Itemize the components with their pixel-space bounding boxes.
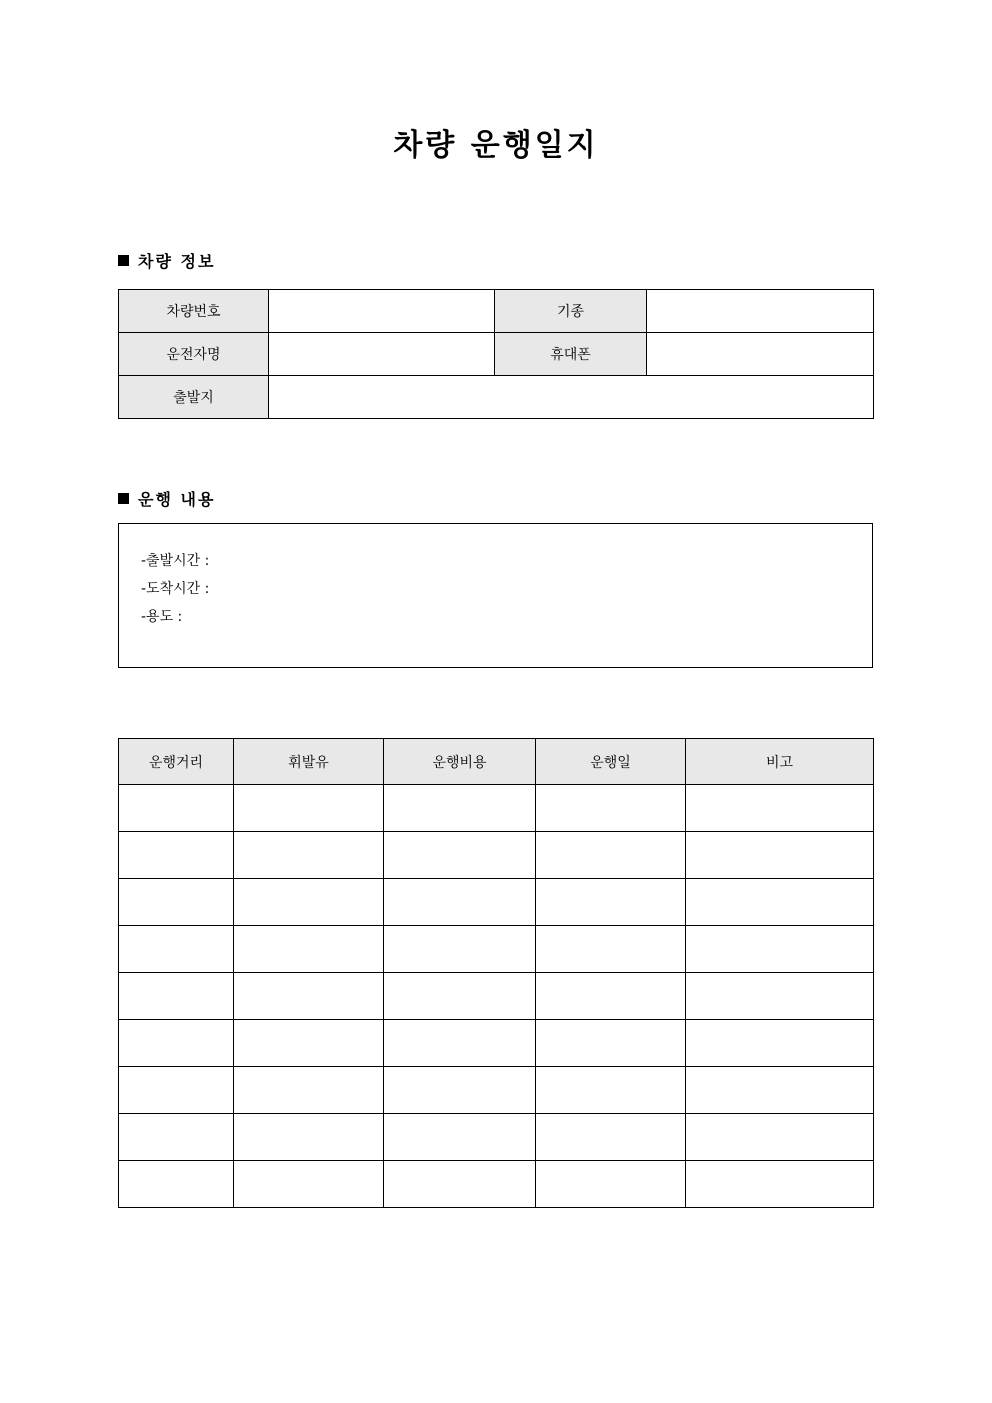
- filled-square-icon: [118, 255, 129, 266]
- cell-cost[interactable]: [384, 973, 536, 1020]
- cell-cost[interactable]: [384, 926, 536, 973]
- field-mobile-phone[interactable]: [647, 333, 874, 376]
- cell-distance[interactable]: [119, 973, 234, 1020]
- cell-gasoline[interactable]: [234, 832, 384, 879]
- table-row: [119, 1067, 874, 1114]
- page-title: 차량 운행일지: [393, 128, 599, 163]
- column-header-cost: 운행비용: [384, 739, 536, 785]
- cell-cost[interactable]: [384, 832, 536, 879]
- drive-detail-arrival-time: -도착시간 :: [141, 581, 210, 597]
- table-row: [119, 879, 874, 926]
- cell-cost[interactable]: [384, 785, 536, 832]
- column-header-remarks: 비고: [686, 739, 874, 785]
- cell-date[interactable]: [536, 832, 686, 879]
- cell-remarks[interactable]: [686, 1020, 874, 1067]
- cell-gasoline[interactable]: [234, 1114, 384, 1161]
- column-header-distance: 운행거리: [119, 739, 234, 785]
- cell-distance[interactable]: [119, 832, 234, 879]
- label-model: 기종: [495, 290, 647, 333]
- column-header-gasoline: 휘발유: [234, 739, 384, 785]
- cell-remarks[interactable]: [686, 1114, 874, 1161]
- cell-distance[interactable]: [119, 785, 234, 832]
- table-row: [119, 333, 874, 376]
- label-driver-name: 운전자명: [119, 333, 269, 376]
- cell-distance[interactable]: [119, 879, 234, 926]
- cell-gasoline[interactable]: [234, 1067, 384, 1114]
- cell-remarks[interactable]: [686, 926, 874, 973]
- cell-date[interactable]: [536, 1114, 686, 1161]
- cell-distance[interactable]: [119, 1020, 234, 1067]
- drive-detail-departure-time: -출발시간 :: [141, 553, 210, 569]
- cell-cost[interactable]: [384, 1114, 536, 1161]
- cell-remarks[interactable]: [686, 1161, 874, 1208]
- cell-date[interactable]: [536, 973, 686, 1020]
- table-row: [119, 376, 874, 419]
- field-departure-point[interactable]: [269, 376, 874, 419]
- cell-distance[interactable]: [119, 926, 234, 973]
- cell-remarks[interactable]: [686, 1067, 874, 1114]
- field-driver-name[interactable]: [269, 333, 495, 376]
- drive-detail-purpose: -용도 :: [141, 609, 183, 625]
- label-departure-point: 출발지: [119, 376, 269, 419]
- table-row: [119, 1114, 874, 1161]
- table-row: [119, 926, 874, 973]
- field-model[interactable]: [647, 290, 874, 333]
- drive-detail-box[interactable]: [118, 523, 873, 668]
- cell-distance[interactable]: [119, 1161, 234, 1208]
- cell-cost[interactable]: [384, 879, 536, 926]
- vehicle-info-table: [118, 289, 874, 419]
- table-header-row: [119, 739, 874, 785]
- cell-remarks[interactable]: [686, 973, 874, 1020]
- cell-gasoline[interactable]: [234, 879, 384, 926]
- cell-distance[interactable]: [119, 1067, 234, 1114]
- cell-date[interactable]: [536, 1161, 686, 1208]
- table-row: [119, 290, 874, 333]
- section-heading-drive-detail-label: 운행 내용: [138, 490, 216, 509]
- table-row: [119, 785, 874, 832]
- cell-date[interactable]: [536, 785, 686, 832]
- cell-gasoline[interactable]: [234, 785, 384, 832]
- table-row: [119, 832, 874, 879]
- cell-distance[interactable]: [119, 1114, 234, 1161]
- cell-cost[interactable]: [384, 1067, 536, 1114]
- section-heading-vehicle-info: [118, 249, 215, 272]
- cell-gasoline[interactable]: [234, 973, 384, 1020]
- field-vehicle-number[interactable]: [269, 290, 495, 333]
- cell-gasoline[interactable]: [234, 1161, 384, 1208]
- cell-gasoline[interactable]: [234, 926, 384, 973]
- label-mobile-phone: 휴대폰: [495, 333, 647, 376]
- cell-cost[interactable]: [384, 1161, 536, 1208]
- trip-log-body: [119, 785, 874, 1208]
- section-heading-drive-detail: [118, 487, 215, 510]
- drive-detail-lines: [119, 524, 872, 631]
- table-row: [119, 1020, 874, 1067]
- cell-date[interactable]: [536, 1067, 686, 1114]
- cell-date[interactable]: [536, 1020, 686, 1067]
- cell-gasoline[interactable]: [234, 1020, 384, 1067]
- trip-log-table: [118, 738, 874, 1208]
- cell-remarks[interactable]: [686, 785, 874, 832]
- cell-date[interactable]: [536, 926, 686, 973]
- table-row: [119, 973, 874, 1020]
- cell-cost[interactable]: [384, 1020, 536, 1067]
- cell-date[interactable]: [536, 879, 686, 926]
- column-header-date: 운행일: [536, 739, 686, 785]
- filled-square-icon: [118, 493, 129, 504]
- table-row: [119, 1161, 874, 1208]
- section-heading-vehicle-info-label: 차량 정보: [138, 252, 216, 271]
- cell-remarks[interactable]: [686, 879, 874, 926]
- label-vehicle-number: 차량번호: [119, 290, 269, 333]
- cell-remarks[interactable]: [686, 832, 874, 879]
